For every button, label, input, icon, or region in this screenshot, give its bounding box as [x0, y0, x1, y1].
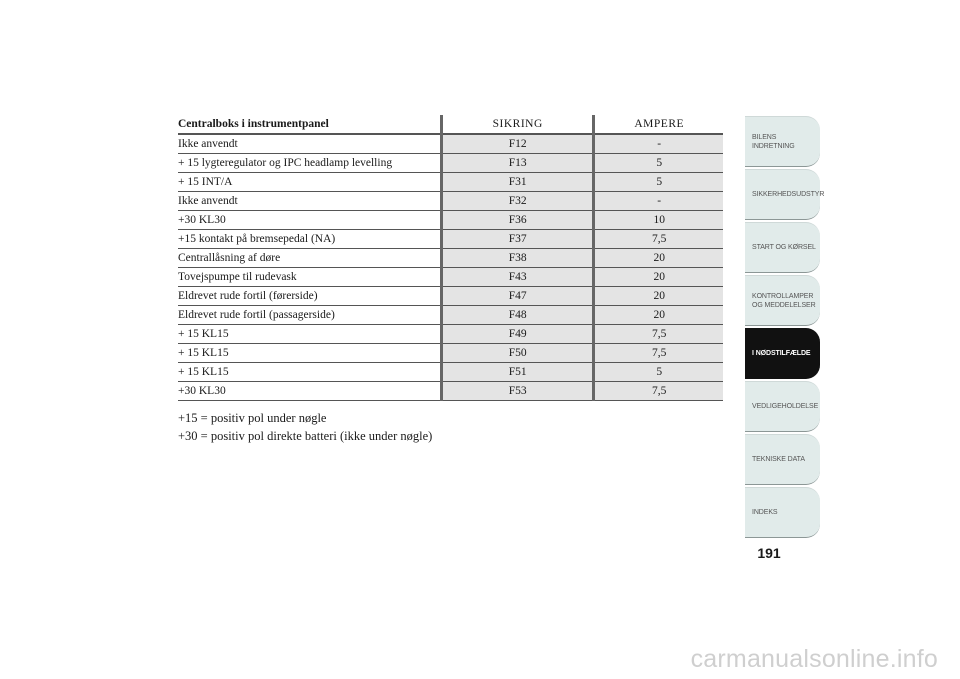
footnotes	[178, 409, 432, 445]
watermark: carmanualsonline.info	[690, 645, 938, 673]
table-row	[178, 287, 723, 306]
cell-description: Tovejspumpe til rudevask	[178, 268, 441, 287]
cell-fuse: F38	[441, 249, 593, 268]
cell-description: +30 KL30	[178, 382, 441, 401]
table-row	[178, 249, 723, 268]
cell-fuse: F47	[441, 287, 593, 306]
chapter-tab-8[interactable]: INDEKS	[745, 487, 820, 538]
chapter-tab-7[interactable]: TEKNISKE DATA	[745, 434, 820, 485]
table-row	[178, 173, 723, 192]
cell-fuse: F50	[441, 344, 593, 363]
cell-description: Ikke anvendt	[178, 134, 441, 154]
cell-fuse: F51	[441, 363, 593, 382]
cell-ampere: 7,5	[594, 230, 723, 249]
cell-ampere: 10	[594, 211, 723, 230]
fuse-table	[178, 115, 723, 401]
table-row	[178, 154, 723, 173]
cell-fuse: F48	[441, 306, 593, 325]
footnote-plus15: +15 = positiv pol under nøgle	[178, 411, 327, 425]
cell-ampere: 20	[594, 268, 723, 287]
table-row	[178, 268, 723, 287]
cell-ampere: 7,5	[594, 325, 723, 344]
column-header-ampere: AMPERE	[594, 115, 723, 134]
cell-ampere: 7,5	[594, 344, 723, 363]
chapter-tab-5[interactable]: I NØDSTILFÆLDE	[745, 328, 820, 379]
cell-description: + 15 lygteregulator og IPC headlamp levelling	[178, 154, 441, 173]
cell-description: Eldrevet rude fortil (passagerside)	[178, 306, 441, 325]
cell-description: Ikke anvendt	[178, 192, 441, 211]
cell-ampere: 5	[594, 154, 723, 173]
cell-fuse: F36	[441, 211, 593, 230]
chapter-tab-6[interactable]: VEDLIGEHOLDELSE	[745, 381, 820, 432]
cell-ampere: 20	[594, 287, 723, 306]
table-row	[178, 134, 723, 154]
cell-description: Centrallåsning af døre	[178, 249, 441, 268]
cell-description: + 15 KL15	[178, 325, 441, 344]
cell-fuse: F12	[441, 134, 593, 154]
chapter-tab-1[interactable]: BILENS INDRETNING	[745, 116, 820, 167]
cell-fuse: F13	[441, 154, 593, 173]
cell-ampere: 7,5	[594, 382, 723, 401]
table-row	[178, 344, 723, 363]
table-row	[178, 230, 723, 249]
cell-ampere: 5	[594, 173, 723, 192]
cell-description: + 15 KL15	[178, 344, 441, 363]
cell-fuse: F43	[441, 268, 593, 287]
cell-fuse: F31	[441, 173, 593, 192]
table-row	[178, 382, 723, 401]
cell-fuse: F49	[441, 325, 593, 344]
column-header-fuse: SIKRING	[441, 115, 593, 134]
cell-description: Eldrevet rude fortil (førerside)	[178, 287, 441, 306]
table-body	[178, 134, 723, 401]
cell-fuse: F53	[441, 382, 593, 401]
table-row	[178, 211, 723, 230]
footnote-plus30: +30 = positiv pol direkte batteri (ikke under nøgle)	[178, 429, 433, 443]
table-row	[178, 306, 723, 325]
cell-ampere: -	[594, 134, 723, 154]
chapter-tabs	[745, 116, 825, 540]
cell-description: +30 KL30	[178, 211, 441, 230]
cell-description: + 15 INT/A	[178, 173, 441, 192]
cell-ampere: -	[594, 192, 723, 211]
table-row	[178, 325, 723, 344]
cell-ampere: 20	[594, 306, 723, 325]
cell-description: +15 kontakt på bremsepedal (NA)	[178, 230, 441, 249]
column-header-description: Centralboks i instrumentpanel	[178, 115, 441, 134]
cell-ampere: 5	[594, 363, 723, 382]
cell-ampere: 20	[594, 249, 723, 268]
table-row	[178, 192, 723, 211]
cell-description: + 15 KL15	[178, 363, 441, 382]
cell-fuse: F32	[441, 192, 593, 211]
chapter-tab-4[interactable]: KONTROLLAMPER OG MEDDELELSER	[745, 275, 820, 326]
page-number: 191	[757, 545, 781, 561]
chapter-tab-2[interactable]: SIKKERHEDSUDSTYR	[745, 169, 820, 220]
table-header-row	[178, 115, 723, 134]
table-row	[178, 363, 723, 382]
chapter-tab-3[interactable]: START OG KØRSEL	[745, 222, 820, 273]
cell-fuse: F37	[441, 230, 593, 249]
